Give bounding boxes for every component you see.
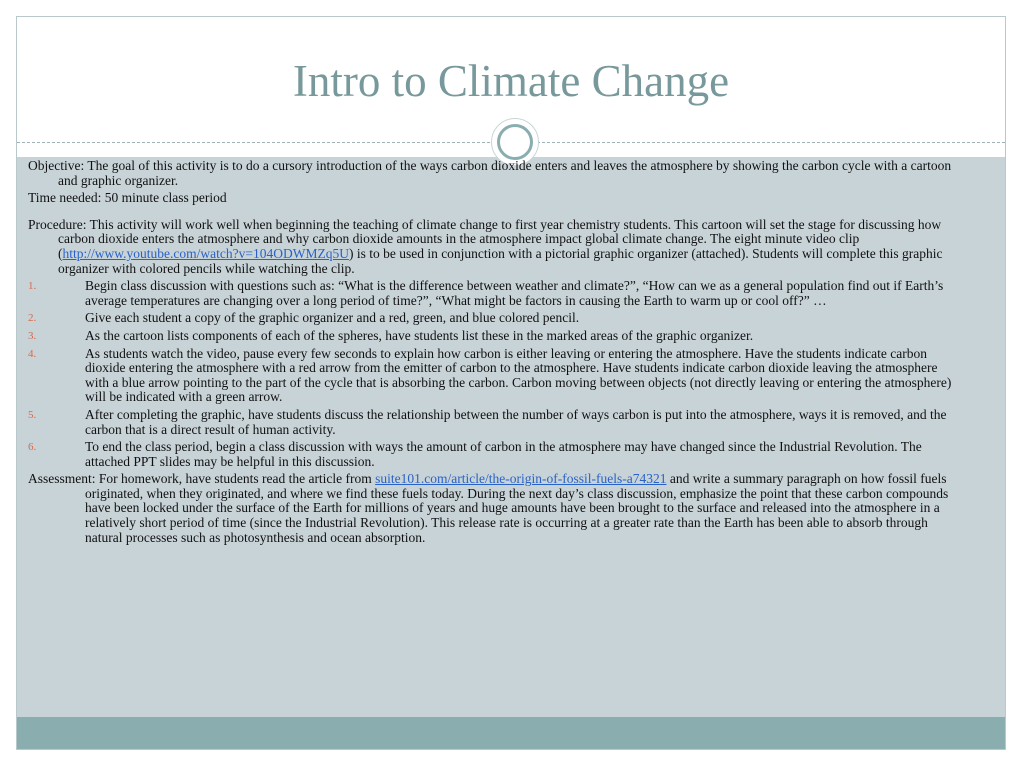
list-number: 5. [28, 408, 37, 421]
procedure-text-after: ) is to be used in conjunction with a pictorial graphic organizer (attached). Students will complete this graphic organizer with colored pencils while watching the clip. [58, 245, 943, 276]
list-number: 1. [28, 280, 37, 293]
list-item [28, 347, 964, 405]
list-number: 3. [28, 329, 37, 342]
procedure-paragraph [28, 218, 964, 276]
objective-paragraph: Objective: The goal of this activity is to do a cursory introduction of the ways carbon dioxide enters and leaves the atmosphere by showing the carbon cycle with a cartoon and graphic organizer. [28, 158, 952, 188]
list-item-text: Give each student a copy of the graphic organizer and a red, green, and blue colored pencil. [85, 310, 580, 326]
list-item-text: To end the class period, begin a class discussion with ways the amount of carbon in the atmosphere may have changed since the Industrial Revolution. The attached PPT slides may be helpful in this discussion. [85, 439, 922, 469]
article-link[interactable]: suite101.com/article/the-origin-of-fossil-fuels-a74321 [375, 471, 667, 487]
list-number: 6. [28, 441, 37, 454]
list-item-text: After completing the graphic, have students discuss the relationship between the number of ways carbon is put into the atmosphere, ways it is removed, and the carbon that is a direct result of human activity. [85, 406, 947, 437]
list-item [28, 440, 964, 469]
slide-body [28, 159, 964, 548]
list-number: 4. [28, 347, 37, 360]
list-item [28, 329, 964, 344]
steps-list [28, 279, 964, 469]
assessment-text-after: and write a summary paragraph on how fossil fuels originated, when they originated, and where we find these fuels today. During the next day’s class discussion, emphasize the point that these carbon compounds have been locked under the surface of the Earth for millions of years and huge amounts have been brought to the surface and released into the atmosphere in a relatively short period of time (since the Industrial Revolution). This release rate is occurring at a greater rate than the Earth has been able to absorb through natural processes such as photosynthesis and ocean absorption. [85, 471, 949, 545]
list-item-text: As the cartoon lists components of each of the spheres, have students list these in the marked areas of the graphic organizer. [85, 327, 754, 343]
slide-title: Intro to Climate Change [292, 56, 730, 106]
list-number: 2. [28, 312, 37, 325]
list-item [28, 311, 964, 326]
list-item [28, 279, 964, 308]
footer-bar [17, 717, 1005, 750]
list-item-text: As students watch the video, pause every few seconds to explain how carbon is either leaving or entering the atmosphere. Have the students indicate carbon dioxide entering the atmosphere with a red arrow from the emitter of carbon to the atmosphere. Have students indicate carbon dioxide leaving the atmosphere with a blue arrow pointing to the part of the cycle that is absorbing the carbon. Carbon moving between objects (not directly leaving or entering the atmosphere) will be indicated with a green arrow. [85, 345, 952, 405]
assessment-text-before: Assessment: For homework, have students read the article from [28, 471, 376, 487]
video-link[interactable]: http://www.youtube.com/watch?v=104ODWMZq5U [62, 245, 349, 261]
list-item [28, 408, 964, 437]
assessment-paragraph [28, 472, 964, 545]
circle-ornament-inner [497, 124, 533, 160]
list-item-text: Begin class discussion with questions such as: “What is the difference between weather and climate?”, “How can we as a general population find out if Earth’s average temperatures are changing over a long period of time?”, “What might be factors in causing the Earth to warm up or cool off?” … [85, 278, 944, 308]
time-needed-paragraph: Time needed: 50 minute class period [28, 190, 227, 206]
procedure-text-before: Procedure: This activity will work well when beginning the teaching of climate change to first year chemistry students. This cartoon will set the stage for discussing how carbon dioxide enters the atmosphere and why carbon dioxide amounts in the atmosphere impact global climate change. The eight minute video clip ( [28, 216, 942, 261]
